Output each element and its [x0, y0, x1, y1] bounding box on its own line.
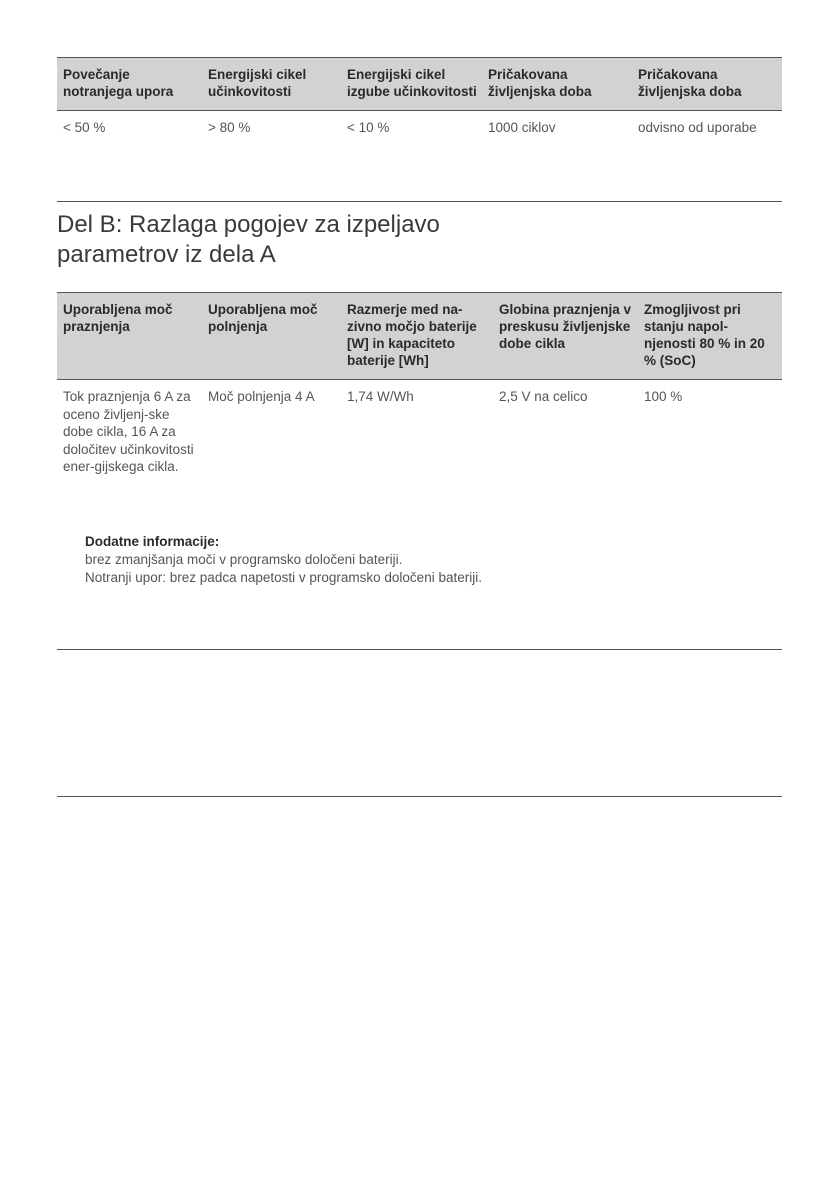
additional-info-line: brez zmanjšanja moči v programsko določeni bateriji.: [85, 552, 403, 567]
header-power-capacity-ratio: Razmerje med na-zivno močjo baterije [W] in kapaciteto baterije [Wh]: [347, 302, 477, 368]
divider-line: [57, 649, 782, 650]
cell-soc-capacity: 100 %: [644, 389, 683, 404]
divider-line: [57, 796, 782, 797]
cell-cycle-efficiency: > 80 %: [208, 120, 251, 135]
section-title: Del B: Razlaga pogojev za izpeljavo parametrov iz dela A: [57, 211, 440, 268]
conditions-table-wrapper: [57, 292, 782, 486]
header-expected-lifetime-1: Pričakovana življenjska doba: [488, 67, 592, 99]
cell-charge-power: Moč polnjenja 4 A: [208, 389, 315, 404]
header-discharge-power: Uporabljena moč praznjenja: [63, 302, 173, 334]
additional-info-line: Notranji upor: brez padca napetosti v programsko določeni bateriji.: [85, 570, 482, 585]
table-row: [57, 111, 782, 147]
additional-info-title: Dodatne informacije:: [85, 534, 220, 549]
cell-discharge-power: Tok praznjenja 6 A za oceno življenj-ske dobe cikla, 16 A za določitev učinkovitosti ener-gijskega cikla.: [63, 389, 194, 474]
cell-efficiency-loss: < 10 %: [347, 120, 390, 135]
header-charge-power: Uporabljena moč polnjenja: [208, 302, 318, 334]
header-internal-resistance: Povečanje notranjega upora: [63, 67, 174, 99]
cell-power-capacity-ratio: 1,74 W/Wh: [347, 389, 414, 404]
header-expected-lifetime-2: Pričakovana življenjska doba: [638, 67, 742, 99]
header-cycle-efficiency: Energijski cikel učinkovitosti: [208, 67, 307, 99]
header-depth-of-discharge: Globina praznjenja v preskusu življenjske dobe cikla: [499, 302, 632, 351]
header-soc-capacity: Zmogljivost pri stanju napol-njenosti 80 % in 20 % (SoC): [644, 302, 765, 368]
cell-expected-lifetime-1: 1000 ciklov: [488, 120, 556, 135]
additional-info: [85, 533, 482, 587]
cell-expected-lifetime-2: odvisno od uporabe: [638, 120, 757, 135]
page: [57, 57, 782, 147]
conditions-table: [57, 292, 782, 486]
cell-internal-resistance: < 50 %: [63, 120, 106, 135]
performance-table: [57, 57, 782, 147]
cell-depth-of-discharge: 2,5 V na celico: [499, 389, 588, 404]
header-efficiency-loss: Energijski cikel izgube učinkovitosti: [347, 67, 477, 99]
table-header-row: [57, 293, 782, 380]
section-divider: [57, 201, 782, 202]
table-header-row: [57, 58, 782, 111]
table-row: [57, 380, 782, 486]
